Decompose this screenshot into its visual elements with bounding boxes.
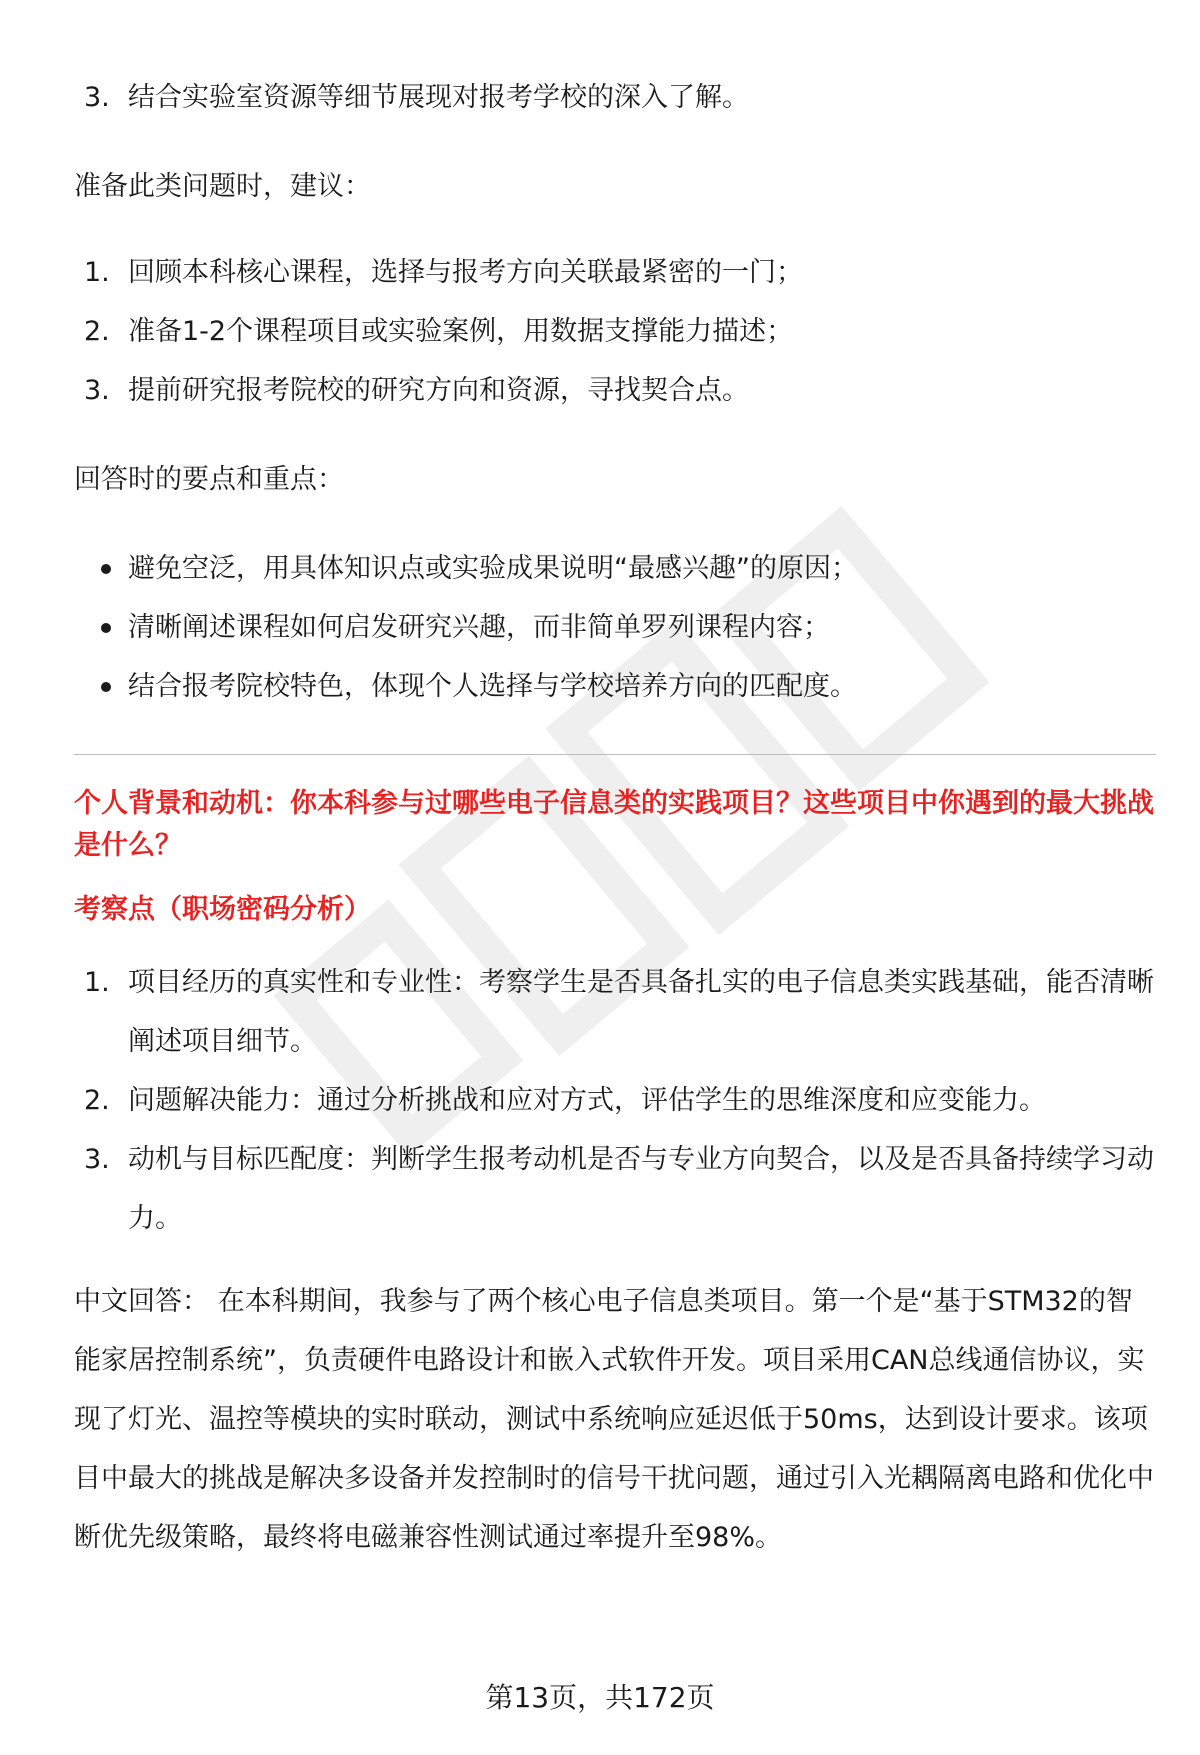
list-item-text: 项目经历的真实性和专业性：考察学生是否具备扎实的电子信息类实践基础，能否清晰阐述项目细节。 <box>128 967 1154 1057</box>
question-subtitle: 考察点（职场密码分析） <box>74 894 371 925</box>
list-item <box>74 1071 1156 1130</box>
list-item <box>74 302 1156 361</box>
content-column <box>74 68 1156 1567</box>
list-item <box>74 361 1156 420</box>
chinese-answer: 中文回答： 在本科期间，我参与了两个核心电子信息类项目。第一个是“基于STM32的智能家居控制系统”，负责硬件电路设计和嵌入式软件开发。项目采用CAN总线通信协议，实现了灯光、温控等模块的实时联动，测试中系统响应延迟低于50ms，达到设计要求。该项目中最大的挑战是解决多设备并发控制时的信号干扰问题，通过引入光耦隔离电路和优化中断优先级策略，最终将电磁兼容性测试通过率提升至98%。 <box>74 1286 1154 1553</box>
list-marker: 2. <box>84 316 110 347</box>
key-points-list <box>74 539 1156 716</box>
bullet-dot-icon <box>101 623 111 633</box>
list-item <box>74 68 1156 127</box>
key-points-intro: 回答时的要点和重点： <box>74 464 344 495</box>
prep-list <box>74 243 1156 420</box>
bullet-dot-icon <box>101 564 111 574</box>
list-item-text: 结合实验室资源等细节展现对报考学校的深入了解。 <box>128 82 749 113</box>
list-item <box>74 243 1156 302</box>
list-marker: 3. <box>84 1144 110 1175</box>
bullet-item <box>74 657 1156 716</box>
list-item <box>74 953 1156 1071</box>
list-marker: 2. <box>84 1085 110 1116</box>
list-item-text: 提前研究报考院校的研究方向和资源，寻找契合点。 <box>128 375 749 406</box>
list-marker: 3. <box>84 375 110 406</box>
bullet-item <box>74 539 1156 598</box>
bullet-item <box>74 598 1156 657</box>
bullet-item-text: 避免空泛，用具体知识点或实验成果说明“最感兴趣”的原因； <box>128 553 858 584</box>
assessment-points-list <box>74 953 1156 1248</box>
list-item <box>74 1130 1156 1248</box>
list-item-text: 动机与目标匹配度：判断学生报考动机是否与专业方向契合，以及是否具备持续学习动力。 <box>128 1144 1154 1234</box>
list-item-text: 回顾本科核心课程，选择与报考方向关联最紧密的一门； <box>128 257 803 288</box>
list-item-text: 问题解决能力：通过分析挑战和应对方式，评估学生的思维深度和应变能力。 <box>128 1085 1046 1116</box>
bullet-item-text: 结合报考院校特色，体现个人选择与学校培养方向的匹配度。 <box>128 671 857 702</box>
bullet-dot-icon <box>101 682 111 692</box>
page-number: 第13页，共172页 <box>485 1681 715 1714</box>
list-marker: 3. <box>84 82 110 113</box>
question-title: 个人背景和动机：你本科参与过哪些电子信息类的实践项目？这些项目中你遇到的最大挑战是什么？ <box>74 788 1154 861</box>
list-item-text: 准备1-2个课程项目或实验案例，用数据支撑能力描述； <box>128 316 794 347</box>
section-divider <box>74 754 1156 755</box>
list-marker: 1. <box>84 967 110 998</box>
list-marker: 1. <box>84 257 110 288</box>
continued-list <box>74 68 1156 127</box>
prep-intro: 准备此类问题时，建议： <box>74 171 371 202</box>
bullet-item-text: 清晰阐述课程如何启发研究兴趣，而非简单罗列课程内容； <box>128 612 830 643</box>
